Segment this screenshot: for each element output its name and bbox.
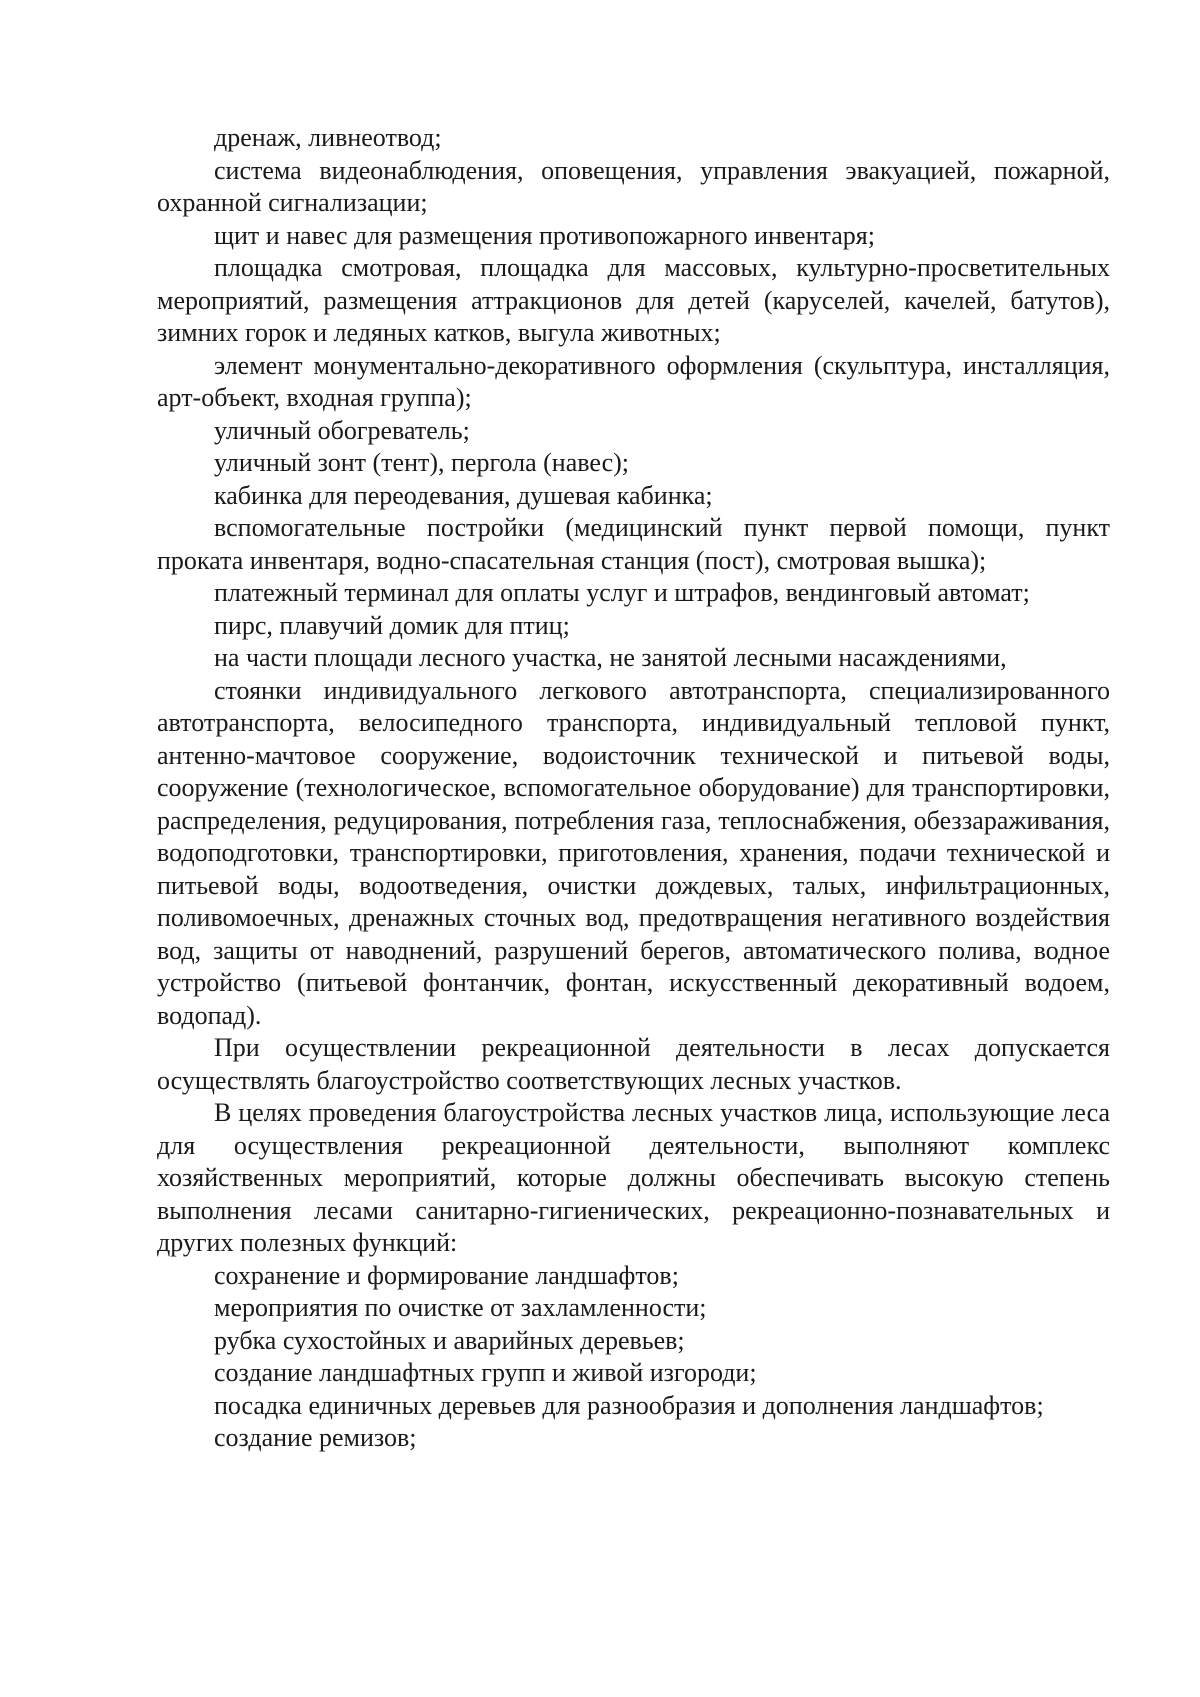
paragraph-auxiliary-buildings: вспомогательные постройки (медицинский пункт первой помощи, пункт проката инвентаря, водно-спасательная станция (пост), смотровая вышка); <box>157 513 1110 575</box>
paragraph-improvement-allowed: При осуществлении рекреационной деятельности в лесах допускается осуществлять благоустройство соответствующих лесных участков. <box>157 1033 1110 1095</box>
paragraph-hedge-creation: создание ландшафтных групп и живой изгороди; <box>214 1358 757 1387</box>
paragraph-landscape-preservation: сохранение и формирование ландшафтов; <box>214 1260 679 1290</box>
paragraph-street-umbrella: уличный зонт (тент), пергола (навес); <box>214 448 629 477</box>
paragraph-dead-tree-felling: рубка сухостойных и аварийных деревьев; <box>214 1325 685 1355</box>
paragraph-drainage: дренаж, ливнеотвод; <box>214 123 442 152</box>
paragraph-parking-and-utilities: стоянки индивидуального легкового автотранспорта, специализированного автотранспорта, велосипедного транспорта, индивидуальный тепловой пункт, антенно-мачтовое сооружение, водоисточник технической и питьевой воды, сооружение (технологическое, вспомогательное оборудование) для транспортировки, распределения, редуцирования, потребления газа, теплоснабжения, обеззараживания, водоподготовки, транспортировки, приготовления, хранения, подачи технической и питьевой воды, водоотведения, очистки дождевых, талых, инфильтрационных, поливомоечных, дренажных сточных вод, предотвращения негативного воздействия вод, защиты от наводнений, разрушений берегов, автоматического полива, водное устройство (питьевой фонтанчик, фонтан, искусственный декоративный водоем, водопад). <box>157 675 1110 1030</box>
paragraph-pier: пирс, плавучий домик для птиц; <box>214 610 570 640</box>
paragraph-fire-shield: щит и навес для размещения противопожарного инвентаря; <box>214 220 875 250</box>
paragraph-remise-creation: создание ремизов; <box>214 1423 417 1452</box>
paragraph-monumental-element: элемент монументально-декоративного оформления (скульптура, инсталляция, арт-объект, входная группа); <box>157 350 1110 412</box>
paragraph-video-surveillance: система видеонаблюдения, оповещения, управления эвакуацией, пожарной, охранной сигнализации; <box>157 155 1110 217</box>
paragraph-improvement-measures: В целях проведения благоустройства лесных участков лица, использующие леса для осуществления рекреационной деятельности, выполняют комплекс хозяйственных мероприятий, которые должны обеспечивать высокую степень выполнения лесами санитарно-гигиенических, рекреационно-познавательных и других полезных функций: <box>157 1098 1110 1257</box>
paragraph-street-heater: уличный обогреватель; <box>214 415 470 445</box>
paragraph-clutter-cleanup: мероприятия по очистке от захламленности; <box>214 1293 707 1322</box>
paragraph-payment-terminal: платежный терминал для оплаты услуг и штрафов, вендинговый автомат; <box>214 578 1030 607</box>
document-body <box>157 122 1110 1455</box>
paragraph-changing-booth: кабинка для переодевания, душевая кабинка; <box>214 480 713 510</box>
paragraph-viewing-platform: площадка смотровая, площадка для массовых, культурно-просветительных мероприятий, размещения аттракционов для детей (каруселей, качелей, батутов), зимних горок и ледяных катков, выгула животных; <box>157 253 1110 347</box>
paragraph-free-area: на части площади лесного участка, не занятой лесными насаждениями, <box>214 643 1007 672</box>
paragraph-single-tree-planting: посадка единичных деревьев для разнообразия и дополнения ландшафтов; <box>214 1390 1044 1420</box>
